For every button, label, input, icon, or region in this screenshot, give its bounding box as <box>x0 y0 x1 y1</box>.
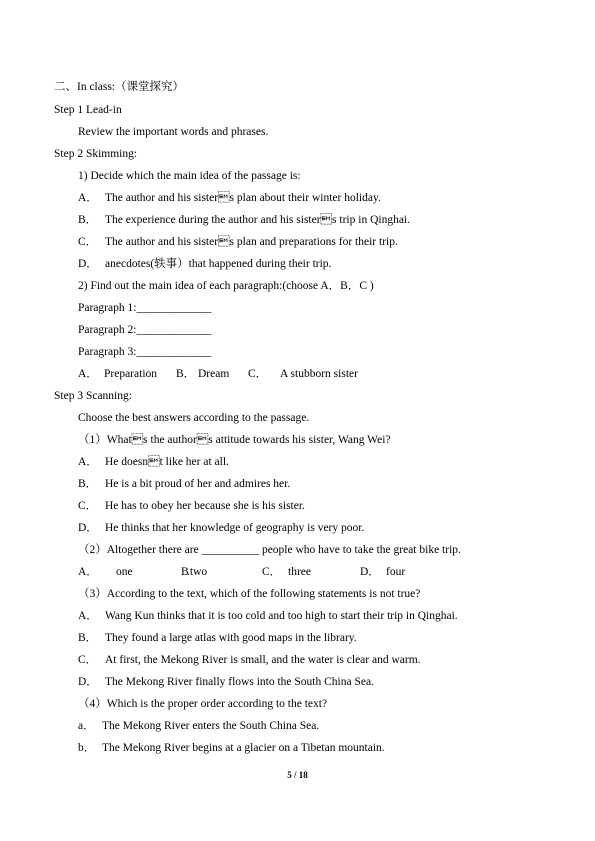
option-text: They found a large atlas with good maps in the library. <box>105 632 357 644</box>
step3-q3-option-d <box>78 675 374 689</box>
step3-q1-stem: （1）Whats the authors attitude towards his sister, Wang Wei? <box>78 434 391 446</box>
step3-heading: Step 3 Scanning: <box>54 390 132 402</box>
step2-option-c <box>78 235 398 249</box>
choice-text: Dream <box>198 368 230 380</box>
choice-text: Preparation <box>104 368 158 380</box>
option-letter: A． <box>78 566 98 578</box>
option-letter: b． <box>78 742 96 754</box>
option-letter: B <box>181 566 189 578</box>
option-text: He is a bit proud of her and admires her. <box>105 478 291 490</box>
step3-q1-option-d <box>78 521 364 535</box>
step3-q3-stem: （3）According to the text, which of the following statements is not true? <box>78 588 421 600</box>
option-letter: D． <box>78 258 98 270</box>
choice-letter: C． <box>248 368 268 380</box>
step3-intro: Choose the best answers according to the passage. <box>78 412 310 424</box>
step3-q2-options <box>78 565 405 579</box>
paragraph-choices <box>78 367 358 381</box>
option-letter: C． <box>262 566 282 578</box>
step3-q3-option-c <box>78 653 421 667</box>
option-text: three <box>288 566 311 578</box>
choice-letter: B． <box>176 368 196 380</box>
step2-option-b <box>78 213 410 227</box>
step3-q1-option-b <box>78 477 290 491</box>
step3-q4-stem: （4）Which is the proper order according to the text? <box>78 698 328 710</box>
option-letter: D． <box>360 566 380 578</box>
step3-q3-option-b <box>78 631 357 645</box>
option-letter: A． <box>78 456 98 468</box>
option-text: He doesnt like her at all. <box>105 456 229 468</box>
option-text: At first, the Mekong River is small, and the water is clear and warm. <box>105 654 421 666</box>
option-text: anecdotes(轶事）that happened during their trip. <box>105 258 332 270</box>
option-letter: C． <box>78 500 98 512</box>
option-text: .two <box>187 566 208 578</box>
option-text: The Mekong River enters the South China Sea. <box>102 720 320 732</box>
option-letter: C． <box>78 654 98 666</box>
option-text: The author and his sisters plan about their winter holiday. <box>105 192 381 204</box>
paragraph-3-blank: Paragraph 3:_____________ <box>78 346 212 358</box>
option-text: He has to obey her because she is his sister. <box>105 500 305 512</box>
option-letter: C． <box>78 236 98 248</box>
paragraph-2-blank: Paragraph 2:_____________ <box>78 324 212 336</box>
step3-q4-option-a <box>78 719 319 733</box>
step2-option-d <box>78 257 331 271</box>
step3-q3-option-a <box>78 609 458 623</box>
option-letter: B． <box>78 478 98 490</box>
option-text: The experience during the author and his sisters trip in Qinghai. <box>105 214 410 226</box>
section-title: 二、In class:（课堂探究） <box>54 81 185 93</box>
option-text: The Mekong River finally flows into the South China Sea. <box>105 676 374 688</box>
step3-q1-option-c <box>78 499 305 513</box>
option-letter: B． <box>78 632 98 644</box>
page-number: 5 / 18 <box>287 770 308 780</box>
choice-text: A stubborn sister <box>280 368 358 380</box>
step3-q1-option-a <box>78 455 229 469</box>
option-letter: D． <box>78 676 98 688</box>
option-text: The Mekong River begins at a glacier on a Tibetan mountain. <box>102 742 385 754</box>
step2-question-1: 1) Decide which the main idea of the passage is: <box>78 170 301 182</box>
option-text: Wang Kun thinks that it is too cold and too high to start their trip in Qinghai. <box>105 610 458 622</box>
option-text: The author and his sisters plan and preparations for their trip. <box>105 236 398 248</box>
option-text: four <box>386 566 406 578</box>
option-letter: B． <box>78 214 98 226</box>
step1-heading: Step 1 Lead-in <box>54 104 122 116</box>
step1-text: Review the important words and phrases. <box>78 126 269 138</box>
option-letter: D． <box>78 522 98 534</box>
step2-question-2: 2) Find out the main idea of each paragraph:(choose A．B．C ) <box>78 280 374 292</box>
choice-letter: A． <box>78 368 98 380</box>
option-letter: A． <box>78 192 98 204</box>
option-text: He thinks that her knowledge of geography is very poor. <box>105 522 365 534</box>
step2-option-a <box>78 191 381 205</box>
option-text: one <box>116 566 133 578</box>
option-letter: a． <box>78 720 95 732</box>
option-letter: A． <box>78 610 98 622</box>
step3-q4-option-b <box>78 741 385 755</box>
step2-heading: Step 2 Skimming: <box>54 148 138 160</box>
paragraph-1-blank: Paragraph 1:_____________ <box>78 302 212 314</box>
step3-q2-stem: （2）Altogether there are __________ people who have to take the great bike trip. <box>78 544 461 556</box>
